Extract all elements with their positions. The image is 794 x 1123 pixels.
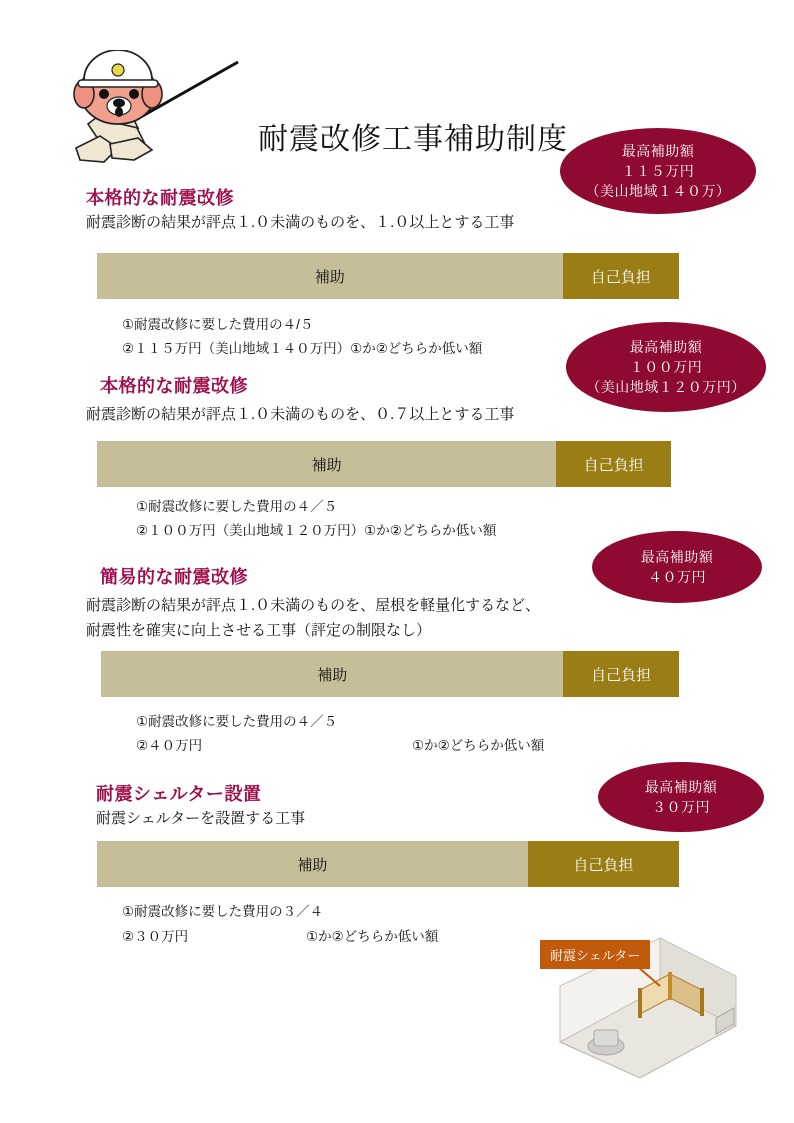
note-line: ②１１５万円（美山地域１４０万円）①か②どちらか低い額 xyxy=(122,341,483,356)
mascot-illustration xyxy=(60,50,250,180)
max-subsidy-callout xyxy=(598,762,764,832)
note-line: ①耐震改修に要した費用の４／５ xyxy=(136,714,338,729)
shelter-illustration xyxy=(520,930,770,1080)
note-line: ①か②どちらか低い額 xyxy=(412,738,545,753)
subsidy-bar xyxy=(100,650,680,698)
section-description-line-2: 耐震性を確実に向上させる工事（評定の制限なし） xyxy=(86,622,432,639)
selfpay-portion: 自己負担 xyxy=(556,441,671,487)
page-title: 耐震改修工事補助制度 xyxy=(258,123,568,156)
section-description: 耐震診断の結果が評点１.０未満のものを、０.７以上とする工事 xyxy=(86,406,515,423)
max-subsidy-callout xyxy=(566,322,766,412)
shelter-label: 耐震シェルター xyxy=(540,940,650,969)
callout-line-3: （美山地域１４０万） xyxy=(585,183,731,200)
max-subsidy-callout xyxy=(560,128,756,214)
subsidy-portion: 補助 xyxy=(97,841,528,887)
callout-line-1: 最高補助額 xyxy=(644,778,718,795)
subsidy-bar xyxy=(96,440,672,488)
note-line: ②４０万円 xyxy=(136,738,203,753)
note-line: ①耐震改修に要した費用の３／４ xyxy=(122,904,324,919)
note-line: ②３０万円 xyxy=(122,929,189,944)
section-description-line-1: 耐震診断の結果が評点１.０未満のものを、屋根を軽量化するなど、 xyxy=(86,597,541,614)
callout-line-1: 最高補助額 xyxy=(640,548,714,565)
section-description: 耐震診断の結果が評点１.０未満のものを、１.０以上とする工事 xyxy=(86,214,515,231)
note-line: ①耐震改修に要した費用の４/５ xyxy=(122,317,314,332)
callout-line-1: 最高補助額 xyxy=(629,338,703,355)
selfpay-portion: 自己負担 xyxy=(563,253,679,299)
selfpay-portion: 自己負担 xyxy=(563,651,679,697)
callout-line-3: （美山地域１２０万円） xyxy=(586,379,746,396)
subsidy-portion: 補助 xyxy=(97,253,563,299)
subsidy-portion: 補助 xyxy=(97,441,556,487)
note-line: ②１００万円（美山地域１２０万円）①か②どちらか低い額 xyxy=(136,523,497,538)
callout-line-1: 最高補助額 xyxy=(621,142,695,159)
callout-line-2: ４０万円 xyxy=(648,569,706,585)
section-description: 耐震シェルターを設置する工事 xyxy=(96,810,306,827)
note-line: ①耐震改修に要した費用の４／５ xyxy=(136,499,338,514)
subsidy-portion: 補助 xyxy=(101,651,563,697)
section-title: 耐震シェルター設置 xyxy=(96,784,262,804)
callout-line-2: ３０万円 xyxy=(652,799,710,815)
selfpay-portion: 自己負担 xyxy=(528,841,679,887)
callout-line-2: １００万円 xyxy=(629,358,703,375)
subsidy-bar xyxy=(96,840,680,888)
section-title: 本格的な耐震改修 xyxy=(100,376,248,396)
max-subsidy-callout xyxy=(592,531,762,603)
subsidy-bar xyxy=(96,252,680,300)
note-line: ①か②どちらか低い額 xyxy=(306,929,439,944)
section-title: 本格的な耐震改修 xyxy=(86,188,234,208)
section-title: 簡易的な耐震改修 xyxy=(100,567,248,587)
callout-line-2: １１５万円 xyxy=(621,162,695,179)
